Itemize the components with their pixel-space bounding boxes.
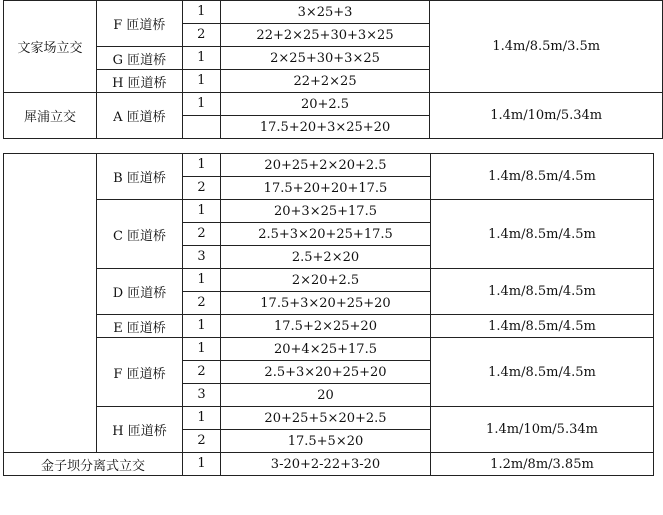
span-layout: 2.5+3×20+25+17.5: [221, 223, 431, 246]
span-no: 2: [183, 177, 221, 200]
interchange-name: [4, 154, 97, 453]
span-no: 2: [182, 24, 220, 47]
section-spec: 1.4m/10m/5.34m: [430, 93, 663, 139]
span-layout: 2×25+30+3×25: [220, 47, 430, 70]
interchange-name: 金子坝分离式立交: [4, 453, 183, 476]
section-spec: 1.2m/8m/3.85m: [431, 453, 654, 476]
table-row: [4, 200, 654, 223]
table-row: [4, 315, 654, 338]
span-layout: 20: [221, 384, 431, 407]
span-layout: 20+2.5: [220, 93, 430, 116]
span-no: 2: [183, 292, 221, 315]
section-spec: 1.4m/8.5m/3.5m: [430, 1, 663, 93]
span-no: 1: [182, 93, 220, 116]
bridge-table-top: [3, 0, 663, 139]
section-spec: 1.4m/8.5m/4.5m: [431, 315, 654, 338]
span-layout: 20+4×25+17.5: [221, 338, 431, 361]
span-layout: 3×25+3: [220, 1, 430, 24]
span-layout: 20+25+5×20+2.5: [221, 407, 431, 430]
span-no: 2: [183, 223, 221, 246]
span-no: 3: [183, 384, 221, 407]
ramp-name: F 匝道桥: [97, 338, 183, 407]
span-layout: 22+2×25+30+3×25: [220, 24, 430, 47]
table-row: [4, 93, 663, 116]
span-no: 1: [182, 47, 220, 70]
bridge-table-body: [4, 154, 654, 476]
span-layout: 2.5+2×20: [221, 246, 431, 269]
span-no: 1: [182, 1, 220, 24]
section-spec: 1.4m/10m/5.34m: [431, 407, 654, 453]
ramp-name: D 匝道桥: [97, 269, 183, 315]
ramp-name: E 匝道桥: [97, 315, 183, 338]
section-spec: 1.4m/8.5m/4.5m: [431, 154, 654, 200]
table-row: [4, 407, 654, 430]
span-no: 1: [183, 154, 221, 177]
span-layout: 17.5+20+20+17.5: [221, 177, 431, 200]
section-spec: 1.4m/8.5m/4.5m: [431, 200, 654, 269]
ramp-name: F 匝道桥: [96, 1, 182, 47]
section-spec: 1.4m/8.5m/4.5m: [431, 269, 654, 315]
bridge-table-bottom: [3, 153, 654, 476]
ramp-name: B 匝道桥: [97, 154, 183, 200]
span-layout: 2.5+3×20+25+20: [221, 361, 431, 384]
section-spec: 1.4m/8.5m/4.5m: [431, 338, 654, 407]
span-layout: 17.5+5×20: [221, 430, 431, 453]
span-layout: 17.5+3×20+25+20: [221, 292, 431, 315]
ramp-name: H 匝道桥: [96, 70, 182, 93]
ramp-name: A 匝道桥: [96, 93, 182, 139]
table-row: [4, 269, 654, 292]
table-row: [4, 338, 654, 361]
span-no: [182, 116, 220, 139]
span-no: 2: [183, 361, 221, 384]
span-no: 2: [183, 430, 221, 453]
ramp-name: G 匝道桥: [96, 47, 182, 70]
span-no: 1: [183, 338, 221, 361]
interchange-name: 文家场立交: [4, 1, 97, 93]
span-no: 3: [183, 246, 221, 269]
span-layout: 3-20+2-22+3-20: [221, 453, 431, 476]
span-no: 1: [183, 269, 221, 292]
span-no: 1: [183, 407, 221, 430]
span-no: 1: [183, 200, 221, 223]
table-row: [4, 154, 654, 177]
span-layout: 22+2×25: [220, 70, 430, 93]
span-layout: 2×20+2.5: [221, 269, 431, 292]
span-layout: 20+25+2×20+2.5: [221, 154, 431, 177]
span-no: 1: [183, 453, 221, 476]
ramp-name: C 匝道桥: [97, 200, 183, 269]
ramp-name: H 匝道桥: [97, 407, 183, 453]
span-layout: 20+3×25+17.5: [221, 200, 431, 223]
table-row: [4, 1, 663, 24]
span-no: 1: [182, 70, 220, 93]
interchange-name: 犀浦立交: [4, 93, 97, 139]
span-no: 1: [183, 315, 221, 338]
table-row: [4, 453, 654, 476]
span-layout: 17.5+20+3×25+20: [220, 116, 430, 139]
span-layout: 17.5+2×25+20: [221, 315, 431, 338]
